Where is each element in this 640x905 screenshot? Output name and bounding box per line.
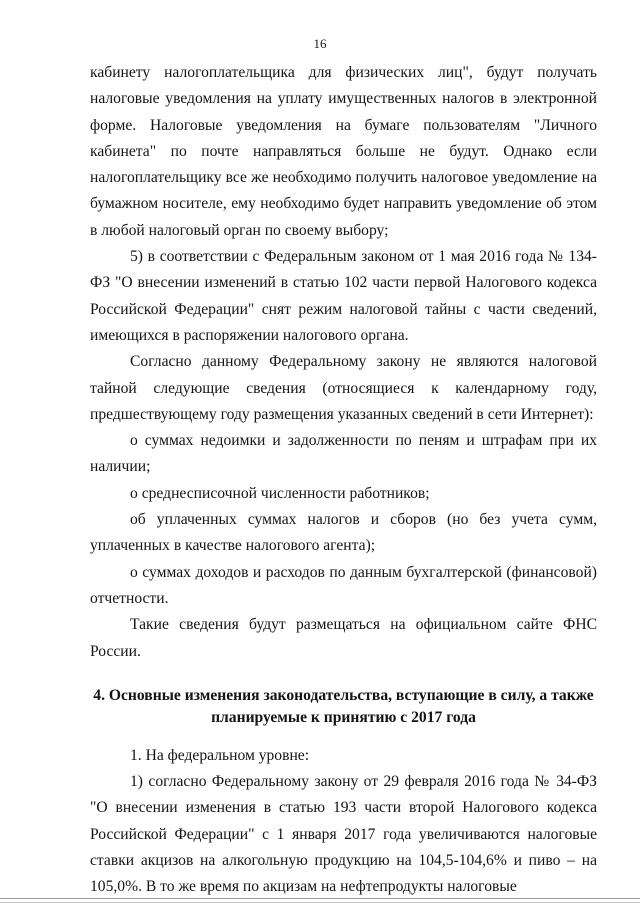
page-number: 16 (313, 36, 327, 51)
section-heading-line-2: планируемые к принятию с 2017 года (211, 708, 476, 726)
paragraph-not-tax-secret: Согласно данному Федеральному закону не являются налоговой тайной следующие сведения (относящиеся к календарному году, предшествующему году размещения указанных сведений в сети Интернет): (90, 353, 597, 423)
list-item-paid-taxes: об уплаченных суммах налогов и сборов (но без учета сумм, уплаченных в качестве налогового агента); (90, 511, 597, 555)
paragraph-fns-website: Такие сведения будут размещаться на официальном сайте ФНС России. (90, 616, 597, 660)
list-item-income-expenses: о суммах доходов и расходов по данным бухгалтерской (финансовой) отчетности. (90, 563, 597, 607)
section-heading-line-1: 4. Основные изменения законодательства, вступающие в силу, а также (93, 686, 594, 704)
paragraph-item-5: 5) в соответствии с Федеральным законом от 1 мая 2016 года № 134-ФЗ "О внесении изменений в статью 102 части первой Налогового кодекса Российской Федерации" снят режим налоговой тайны с части сведений, имеющихся в распоряжении налогового органа. (90, 248, 597, 344)
document-body (90, 60, 597, 901)
list-item-headcount: о среднесписочной численности работников; (130, 484, 430, 502)
paragraph-federal-level: 1. На федеральном уровне: (130, 746, 310, 764)
page-bottom-edge (0, 898, 640, 899)
list-item-arrears: о суммах недоимки и задолженности по пеням и штрафам при их наличии; (90, 432, 597, 476)
paragraph-item-1-excise: 1) согласно Федеральному закону от 29 февраля 2016 года № 34-ФЗ "О внесении изменения в статью 193 части второй Налогового кодекса Российской Федерации" с 1 января 2017 года увеличиваются налоговые ставки акцизов на алкогольную продукцию на 104,5-104,6% и пиво – на 105,0%. В то же время по акцизам на нефтепродукты налоговые (90, 773, 597, 896)
page-bottom-edge-shadow (0, 902, 640, 903)
section-heading (90, 685, 597, 729)
paragraph-personal-cabinet: кабинету налогоплательщика для физических лиц", будут получать налоговые уведомления на уплату имущественных налогов в электронной форме. Налоговые уведомления на бумаге пользователям "Личного кабинета" по почте направляться больше не будут. Однако если налогоплательщику все же необходимо получить налоговое уведомление на бумажном носителе, ему необходимо будет направить уведомление об этом в любой налоговый орган по своему выбору; (90, 64, 597, 239)
